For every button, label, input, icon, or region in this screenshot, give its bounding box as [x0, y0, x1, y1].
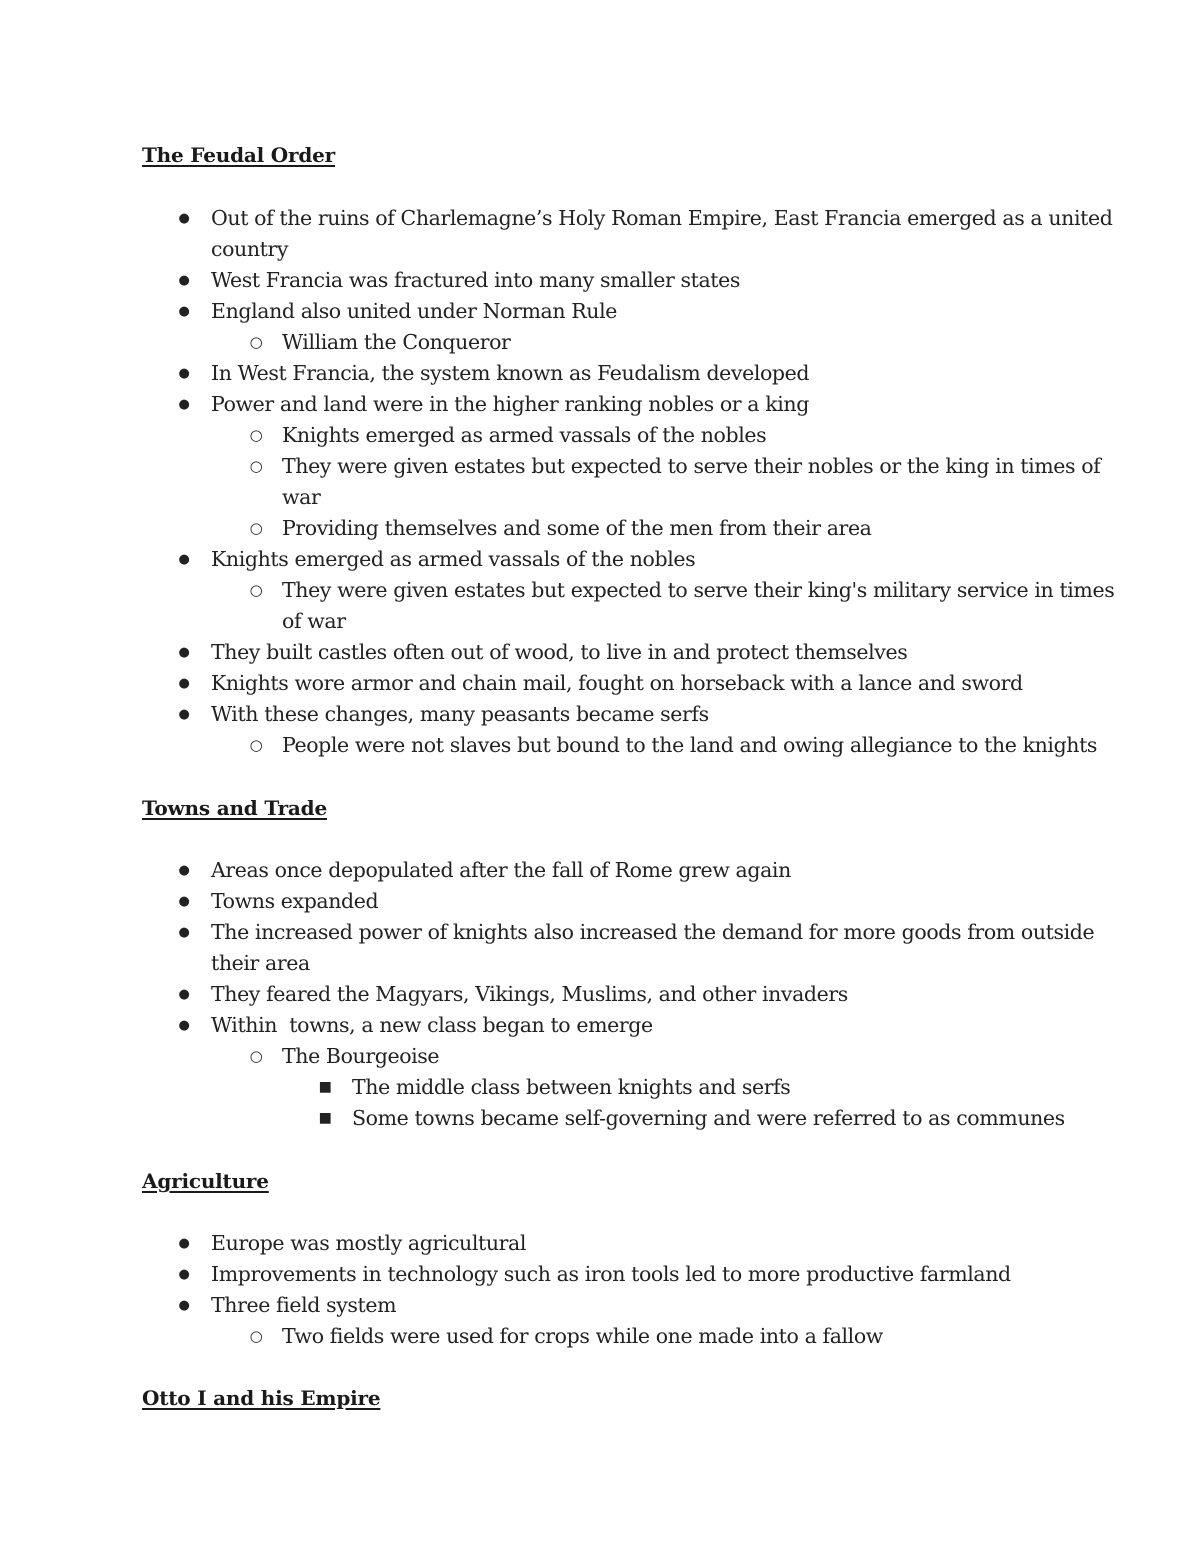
- section-heading-towns-and-trade: Towns and Trade: [142, 796, 327, 820]
- circle-bullet-icon: ○: [249, 581, 263, 599]
- list-item-continuation: war: [282, 485, 321, 509]
- bullet-icon: ●: [178, 273, 190, 288]
- list-item-continuation: country: [211, 237, 289, 261]
- circle-bullet-icon: ○: [249, 333, 263, 351]
- bullet-icon: ●: [178, 552, 190, 567]
- bullet-icon: ●: [178, 397, 190, 412]
- circle-bullet-icon: ○: [249, 736, 263, 754]
- circle-bullet-icon: ○: [249, 1047, 263, 1065]
- bullet-icon: ●: [178, 925, 190, 940]
- bullet-icon: ●: [178, 987, 190, 1002]
- bullet-icon: ●: [178, 707, 190, 722]
- section-heading-otto-i: Otto I and his Empire: [142, 1386, 381, 1410]
- square-bullet-icon: ■: [318, 1079, 332, 1095]
- bullet-icon: ●: [178, 894, 190, 909]
- document-page: The Feudal Order ● Out of the ruins of Charlemagne’s Holy Roman Empire, East Francia emerged as a united country ● West Francia was fractured into many smaller states ● England also united under Norman Rule ○ William the Conqueror ● In West Francia, the system known as Feudalism developed ● Power and land were in the higher ranking nobles or a king ○ Knights emerged as armed vassals of the nobles ○ They were given estates but expected to serve their nobles or the king in times of war ○ Providing themselves and some of the men from their area ● Knights emerged as armed vassals of the nobles ○ They were given estates but expected to serve their king's military service in times of war ● They built castles often out of wood, to live in and protect themselves ● Knights wore armor and chain mail, fought on horseback with a lance and sword ● With these changes, many peasants became serfs ○ People were not slaves but bound to the land and owing allegiance to the knights Towns and Trade ● Areas once depopulated after the fall of Rome grew again ● Towns expanded ● The increased power of knights also increased the demand for more goods from outside their area ● They feared the Magyars, Vikings, Muslims, and other invaders ● Within towns, a new class began to emerge ○ The Bourgeoise ■ The middle class between knights and serfs ■ Some towns became self-governing and were referred to as communes Agriculture ● Europe was mostly agricultural ● Improvements in technology such as iron tools led to more productive farmland ● Three field system ○ Two fields were used for crops while one made into a fallow Otto I and his Empire: [142, 143, 1115, 1410]
- bullet-icon: ●: [178, 1267, 190, 1282]
- circle-bullet-icon: ○: [249, 519, 263, 537]
- list-item-continuation: of war: [282, 609, 346, 633]
- bullet-icon: ●: [178, 1018, 190, 1033]
- bullet-icon: ●: [178, 676, 190, 691]
- bullet-icon: ●: [178, 366, 190, 381]
- square-bullet-icon: ■: [318, 1110, 332, 1126]
- bullet-icon: ●: [178, 645, 190, 660]
- circle-bullet-icon: ○: [249, 1327, 263, 1345]
- bullet-icon: ●: [178, 863, 190, 878]
- bullet-icon: ●: [178, 304, 190, 319]
- section-heading-feudal-order: The Feudal Order: [142, 143, 335, 167]
- bullet-icon: ●: [178, 1236, 190, 1251]
- list-item-continuation: their area: [211, 951, 310, 975]
- circle-bullet-icon: ○: [249, 426, 263, 444]
- bullet-icon: ●: [178, 1298, 190, 1313]
- circle-bullet-icon: ○: [249, 457, 263, 475]
- bullet-icon: ●: [178, 211, 190, 226]
- section-heading-agriculture: Agriculture: [142, 1169, 269, 1193]
